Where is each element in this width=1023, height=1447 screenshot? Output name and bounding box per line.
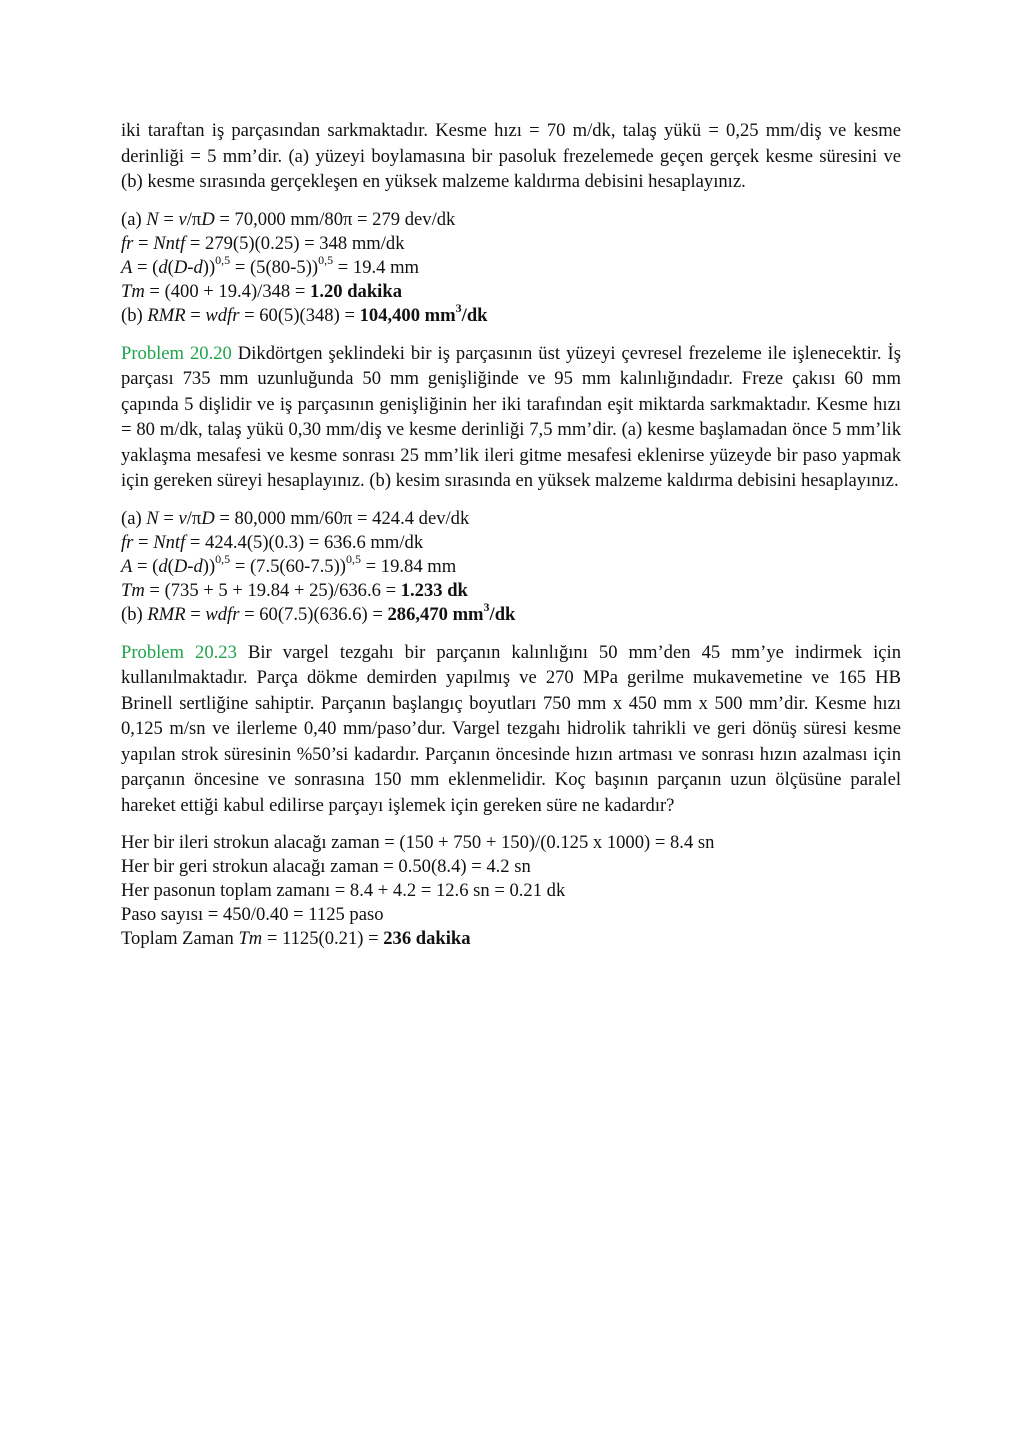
problem-label: Problem 20.20 [121,342,232,364]
solution-2-line-5: (b) RMR = wdfr = 60(7.5)(636.6) = 286,470 $mm^3/dk$ [121,600,516,625]
solution-1-line-1: (a) N = v/πD = 70,000 mm/80π = 279 dev/dk [121,208,456,230]
solution-3-line-2: Her bir geri strokun alacağı zaman = 0.50(8.4) = 4.2 sn [121,856,531,877]
solution-3-line-5: Toplam Zaman Tm = 1125(0.21) = 236 dakika [121,928,471,949]
solution-2-line-4: Tm = (735 + 5 + 19.84 + 25)/636.6 = 1.233 dk [121,579,468,601]
solution-1 [121,208,901,328]
problem-20-23: Problem 20.23 Bir vargel tezgahı bir parçanın kalınlığını 50 mm’den 45 mm’ye indirmek için kullanılmaktadır. Parça dökme demirden yapılmış ve 270 MPa gerilme mukavemetine ve 165 HB Brinell sertliğine sahiptir. Parçanın başlangıç boyutları 750 mm x 450 mm x 500 mm’dir. Kesme hızı 0,125 m/sn ve ilerleme 0,40 mm/paso’dur. Vargel tezgahı hidrolik tahrikli ve geri dönüş süresi kesme yapılan strok süresinin %50’si kadardır. Parçanın öncesinde hızın artması ve sonrası hızın azalması için parçanın öncesine ve sonrasına 150 mm eklenmelidir. Koç başının parçanın uzun ölçüsüne paralel hareket ettiği kabul edilirse parçayı işlemek için gereken süre ne kadardır? [121,641,901,816]
solution-1-line-5: (b) RMR = wdfr = 60(5)(348) = 104,400 $mm^3/dk$ [121,301,488,326]
solution-1-line-4: Tm = (400 + 19.4)/348 = 1.20 dakika [121,280,402,302]
solution-1-line-3: $A = (d(D-d))^{0,5} = (5(80-5))^{0,5} = 19.4$ mm [121,253,420,278]
solution-1-line-2: fr = Nntf = 279(5)(0.25) = 348 mm/dk [121,232,405,254]
solution-2 [121,507,901,627]
solution-3 [121,831,901,951]
document-page [121,118,901,951]
solution-3-line-1: Her bir ileri strokun alacağı zaman = (150 + 750 + 150)/(0.125 x 1000) = 8.4 sn [121,832,715,853]
solution-2-line-3: $A = (d(D-d))^{0,5} = (7.5(60-7.5))^{0,5} = 19.84$ mm [121,552,457,577]
solution-2-line-2: fr = Nntf = 424.4(5)(0.3) = 636.6 mm/dk [121,531,424,553]
intro-paragraph: iki taraftan iş parçasından sarkmaktadır. Kesme hızı = 70 m/dk, talaş yükü = 0,25 mm/diş ve kesme derinliği = 5 mm’dir. (a) yüzeyi boylamasına bir pasoluk frezelemede geçen gerçek kesme süresini ve (b) kesme sırasında gerçekleşen en yüksek malzeme kaldırma debisini hesaplayınız. [121,120,901,192]
solution-3-line-4: Paso sayısı = 450/0.40 = 1125 paso [121,904,384,925]
solution-3-line-3: Her pasonun toplam zamanı = 8.4 + 4.2 = 12.6 sn = 0.21 dk [121,880,566,901]
problem-label: Problem 20.23 [121,641,237,663]
problem-20-20: Problem 20.20 Dikdörtgen şeklindeki bir iş parçasının üst yüzeyi çevresel frezeleme ile işlenecektir. İş parçası 735 mm uzunluğunda 50 mm genişliğinde ve 95 mm kalınlığındadır. Freze çakısı 60 mm çapında 5 dişlidir ve iş parçasının genişliğinin her iki tarafından eşit miktarda sarkmaktadır. Kesme hızı = 80 m/dk, talaş yükü 0,30 mm/diş ve kesme derinliği 7,5 mm’dir. (a) kesme başlamadan önce 5 mm’lik yaklaşma mesafesi ve kesme sonrası 25 mm’lik ileri gitme mesafesi eklenirse yüzeyde bir paso yapmak için gereken süreyi hesaplayınız. (b) kesim sırasında en yüksek malzeme kaldırma debisini hesaplayınız. [121,342,901,491]
solution-2-line-1: (a) N = v/πD = 80,000 mm/60π = 424.4 dev/dk [121,507,470,529]
